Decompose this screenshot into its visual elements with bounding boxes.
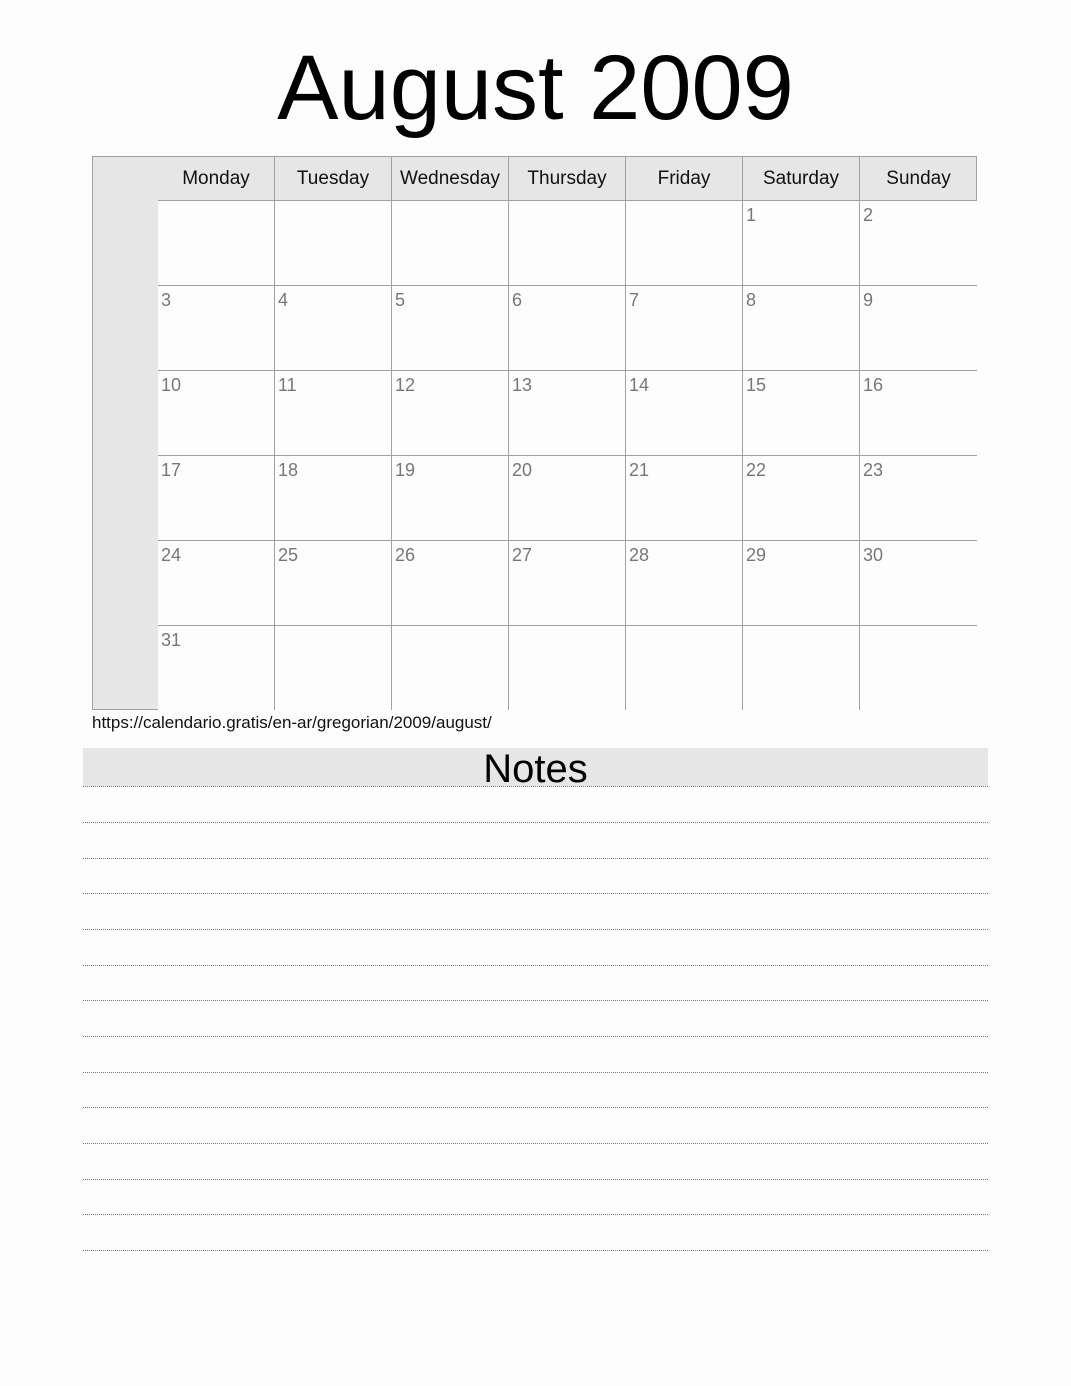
notes-line <box>83 893 988 894</box>
weekday-monday: Monday <box>158 157 275 200</box>
day-cell: 2 <box>860 201 977 285</box>
day-cell: 23 <box>860 456 977 540</box>
day-cell: 21 <box>626 456 743 540</box>
notes-line <box>83 1250 988 1251</box>
day-cell <box>275 201 392 285</box>
day-cell <box>392 201 509 285</box>
day-cell: 6 <box>509 286 626 370</box>
day-cell: 11 <box>275 371 392 455</box>
week-number-column <box>93 157 159 709</box>
notes-line <box>83 1179 988 1180</box>
weekday-sunday: Sunday <box>886 168 951 189</box>
day-cell: 27 <box>509 541 626 625</box>
calendar-grid <box>92 156 977 710</box>
day-cell: 24 <box>158 541 275 625</box>
day-cell: 15 <box>743 371 860 455</box>
day-cell: 10 <box>158 371 275 455</box>
day-cell: 5 <box>392 286 509 370</box>
notes-line <box>83 1036 988 1037</box>
notes-line <box>83 1107 988 1108</box>
day-cell <box>392 626 509 710</box>
day-cell: 7 <box>626 286 743 370</box>
day-cell: 12 <box>392 371 509 455</box>
day-cell: 8 <box>743 286 860 370</box>
day-cell: 29 <box>743 541 860 625</box>
source-url: https://calendario.gratis/en-ar/gregorian/2009/august/ <box>92 713 492 732</box>
day-cell <box>509 201 626 285</box>
day-cell: 28 <box>626 541 743 625</box>
notes-line <box>83 1214 988 1215</box>
day-cell: 30 <box>860 541 977 625</box>
week-row <box>158 371 976 456</box>
notes-line <box>83 1143 988 1144</box>
notes-line <box>83 786 988 787</box>
day-cell <box>743 626 860 710</box>
weekday-saturday: Saturday <box>743 157 860 200</box>
notes-line <box>83 822 988 823</box>
day-cell <box>275 626 392 710</box>
week-row <box>158 201 976 286</box>
calendar-body <box>158 157 976 710</box>
day-cell <box>626 201 743 285</box>
day-cell <box>158 201 275 285</box>
notes-header: Notes <box>83 748 988 786</box>
weekday-friday: Friday <box>626 157 743 200</box>
notes-line <box>83 858 988 859</box>
day-cell: 9 <box>860 286 977 370</box>
day-cell: 26 <box>392 541 509 625</box>
weekday-header <box>158 157 976 201</box>
week-row <box>158 626 976 710</box>
day-cell: 25 <box>275 541 392 625</box>
day-cell: 17 <box>158 456 275 540</box>
weekday-tuesday: Tuesday <box>275 157 392 200</box>
page-title: August 2009 <box>277 37 794 139</box>
day-cell: 19 <box>392 456 509 540</box>
week-row <box>158 541 976 626</box>
day-cell: 20 <box>509 456 626 540</box>
day-cell <box>860 626 977 710</box>
day-cell: 4 <box>275 286 392 370</box>
week-row <box>158 286 976 371</box>
notes-line <box>83 1072 988 1073</box>
notes-line <box>83 1000 988 1001</box>
notes-line <box>83 965 988 966</box>
day-cell: 13 <box>509 371 626 455</box>
weekday-wednesday: Wednesday <box>392 157 509 200</box>
weekday-thursday: Thursday <box>509 157 626 200</box>
day-cell: 1 <box>743 201 860 285</box>
day-cell <box>509 626 626 710</box>
week-row <box>158 456 976 541</box>
day-cell: 18 <box>275 456 392 540</box>
day-cell: 22 <box>743 456 860 540</box>
day-cell: 14 <box>626 371 743 455</box>
notes-line <box>83 929 988 930</box>
day-cell: 31 <box>158 626 275 710</box>
day-cell <box>626 626 743 710</box>
day-cell: 3 <box>158 286 275 370</box>
day-cell: 16 <box>860 371 977 455</box>
